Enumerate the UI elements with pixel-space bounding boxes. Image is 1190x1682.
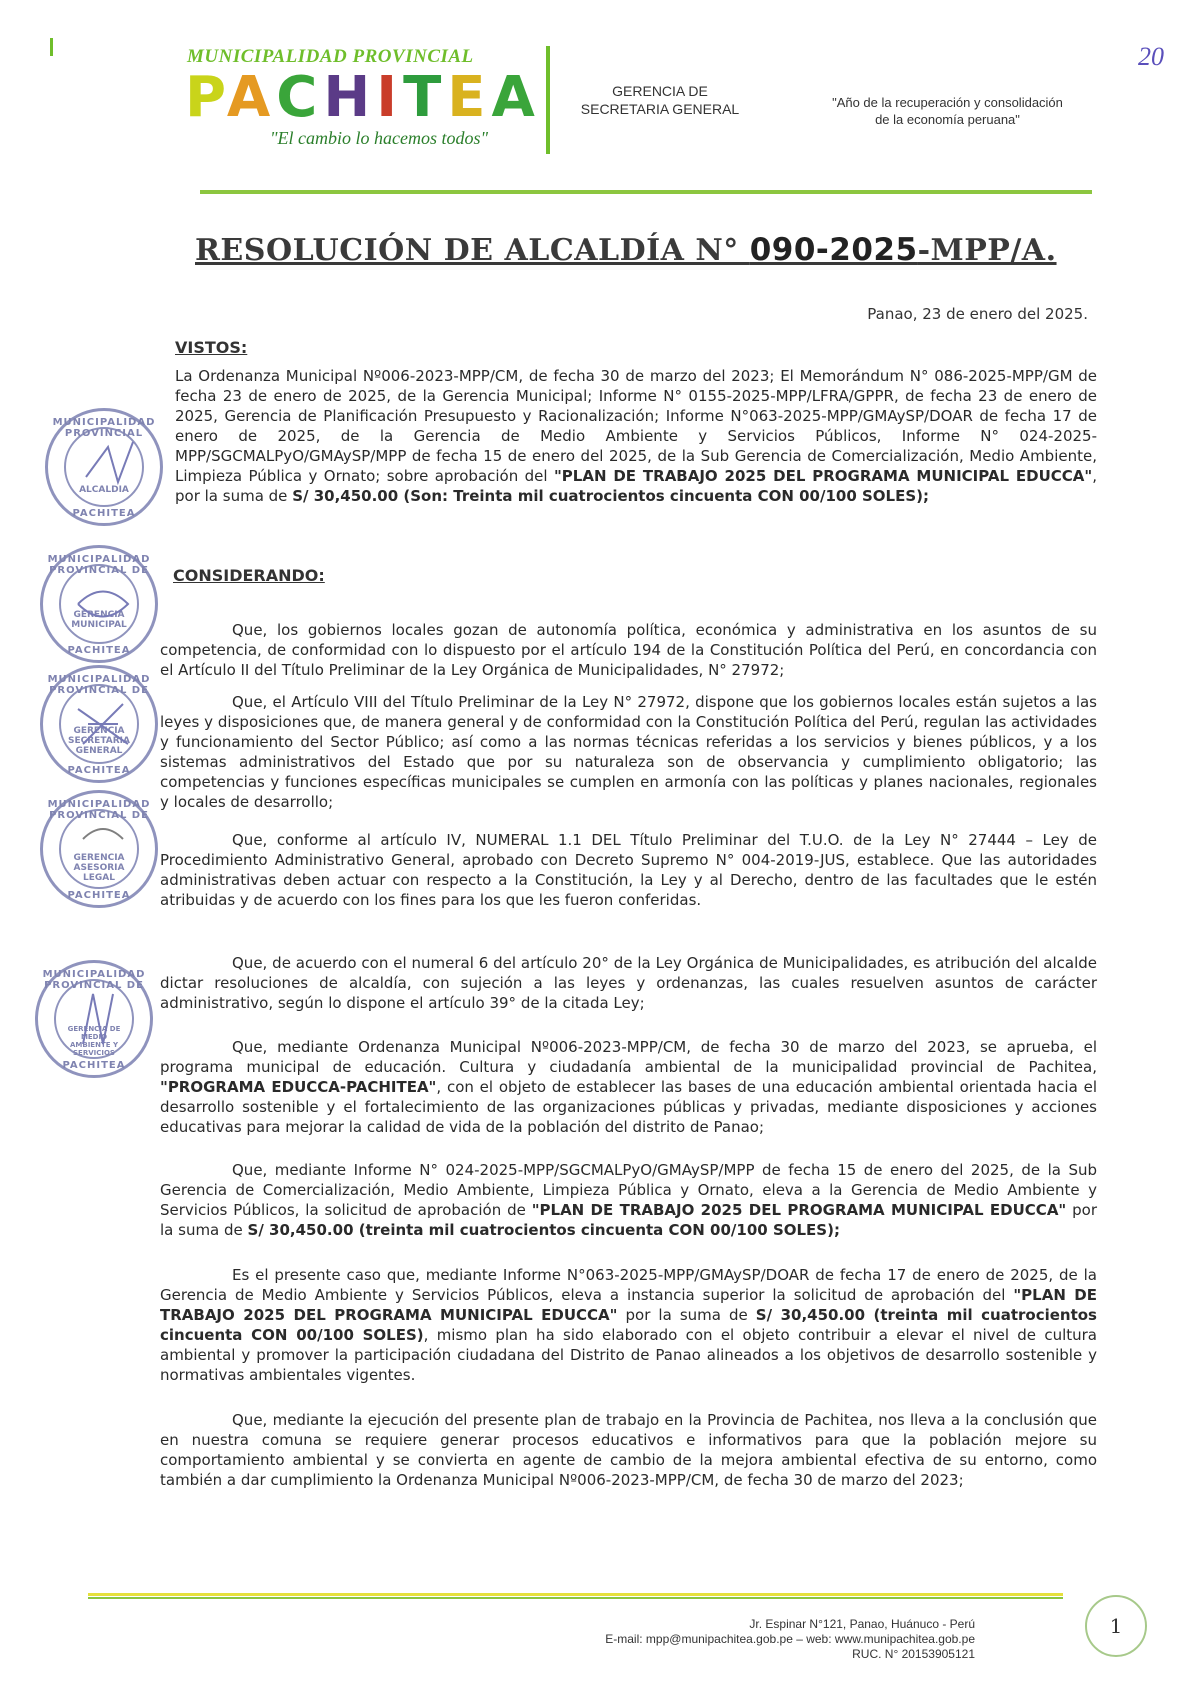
stamp-ring-text: MUNICIPALIDAD PROVINCIAL [52, 417, 156, 439]
stamp-center-text: GERENCIA ASESORIA LEGAL [73, 853, 125, 883]
logo-letter: T [403, 65, 448, 130]
stamp-ring-text: MUNICIPALIDAD PROVINCIAL DE [47, 674, 151, 696]
considerando-paragraph [160, 1265, 1097, 1385]
para-bold: "PLAN DE TRABAJO 2025 DEL PROGRAMA MUNICIPAL EDUCCA" [160, 1286, 1097, 1324]
signature-scribble [78, 437, 138, 497]
footer-ruc: RUC. N° 20153905121 [852, 1647, 975, 1661]
vistos-text: , por la suma de [175, 467, 1097, 505]
signature-scribble [68, 989, 128, 1049]
logo-pachitea [185, 65, 541, 130]
stamp-gerencia-municipal [40, 545, 158, 663]
anio-line: de la economía peruana" [875, 112, 1020, 127]
para-text: por la suma de [160, 1201, 1097, 1239]
considerando-paragraph: Que, de acuerdo con el numeral 6 del artículo 20° de la Ley Orgánica de Municipalidades, es atribución del alcalde dictar resoluciones de alcaldía, con sujeción a las leyes y ordenanzas, las cuales resuelven asuntos de carácter administrativo, según lo dispone el artículo 39° de la citada Ley; [160, 954, 1097, 1012]
page-number: 1 [1085, 1595, 1147, 1657]
considerando-paragraph: Que, el Artículo VIII del Título Preliminar de la Ley N° 27972, dispone que los gobiernos locales están sujetos a las leyes y disposiciones que, de manera general y de conformidad con la Constitución Política del Perú, regulan las actividades y funcionamiento del Sector Público; así como a las normas técnicas referidas a los servicios y bienes públicos, y a los sistemas administrativos del Estado que por su naturaleza son de observancia y cumplimiento obligatorio; las competencias y funciones específicas municipales se cumplen en armonía con las políticas y planes nacionales, regionales y locales de desarrollo; [160, 693, 1097, 811]
considerando-paragraph: Que, conforme al artículo IV, NUMERAL 1.1 DEL Título Preliminar del T.U.O. de la Ley N° 27444 – Ley de Procedimiento Administrativo General, aprobado con Decreto Supremo N° 004-2019-JUS, establece. Que las autoridades administrativas deben actuar con respecto a la Constitución, la Ley y al Derecho, dentro de las facultades que le estén atribuidas y de acuerdo con los fines para los que les fueron conferidas. [160, 831, 1097, 909]
considerando-paragraph [160, 1037, 1097, 1137]
stamp-center-text: ALCALDIA [79, 485, 129, 495]
vistos-paragraph [175, 366, 1097, 506]
logo-letter: A [491, 65, 541, 130]
footer-contact: E-mail: mpp@munipachitea.gob.pe – web: www.munipachitea.gob.pe [605, 1632, 975, 1646]
stamp-ring-text: PACHITEA [72, 508, 136, 519]
folio-number: 20 [1138, 42, 1164, 71]
anio-line: "Año de la recuperación y consolidación [832, 95, 1063, 110]
anio-motto [800, 94, 1095, 128]
title-prefix: RESOLUCIÓN DE ALCALDÍA N° [195, 233, 750, 268]
stamp-center-text: GERENCIA DE MEDIO AMBIENTE Y SERVICIOS [67, 1025, 121, 1057]
vistos-bold: S/ 30,450.00 (Son: Treinta mil cuatrocientos cincuenta CON 00/100 SOLES); [292, 487, 930, 505]
logo-slogan: "El cambio lo hacemos todos" [270, 128, 489, 148]
title-number: 090-2025 [749, 232, 918, 268]
stamp-ring-text: MUNICIPALIDAD PROVINCIAL DE [47, 554, 151, 576]
para-bold: S/ 30,450.00 (treinta mil cuatrocientos cincuenta CON 00/100 SOLES) [160, 1306, 1097, 1344]
header-divider [546, 46, 550, 154]
stamp-ring-text: PACHITEA [67, 890, 131, 901]
resolution-title [195, 232, 1095, 268]
gerencia-line: SECRETARIA GENERAL [580, 101, 740, 117]
para-bold: "PLAN DE TRABAJO 2025 DEL PROGRAMA MUNICIPAL EDUCCA" [531, 1201, 1067, 1219]
stamp-ring-text: PACHITEA [62, 1060, 126, 1071]
gerencia-line: GERENCIA DE [612, 83, 708, 99]
para-text: , mismo plan ha sido elaborado con el objeto contribuir a elevar el nivel de cultura ambiental y promover la participación ciudadana del Distrito de Panao alineados a los objetivos de desarrollo sostenible y normativas ambientales vigentes. [160, 1326, 1097, 1384]
stamp-secretaria-general [40, 665, 158, 783]
title-suffix: -MPP/A. [917, 233, 1057, 268]
para-text: , con el objeto de establecer las bases de una educación ambiental orientada hacia el desarrollo sostenible y el fortalecimiento de las organizaciones públicas y privadas, mediante disposiciones y acciones educativas para mejorar la calidad de vida de la población del distrito de Panao; [160, 1078, 1097, 1136]
vistos-heading: VISTOS: [175, 338, 248, 357]
document-date: Panao, 23 de enero del 2025. [867, 305, 1088, 323]
logo-municipalidad-text: MUNICIPALIDAD PROVINCIAL [187, 46, 474, 67]
footer-rule-yellow [88, 1593, 1063, 1596]
edge-mark [50, 38, 53, 56]
stamp-ring-text: MUNICIPALIDAD PROVINCIAL DE [47, 799, 151, 821]
considerando-heading: CONSIDERANDO: [173, 566, 325, 585]
stamp-ring-text: PACHITEA [67, 765, 131, 776]
letterhead [175, 42, 1105, 202]
para-text: Es el presente caso que, mediante Informe N°063-2025-MPP/GMAySP/DOAR de fecha 17 de enero de 2025, de la Gerencia de Medio Ambiente y Servicios Públicos, eleva a instancia superior la solicitud de aprobación del [160, 1266, 1097, 1304]
signature-scribble [73, 819, 133, 879]
para-text: por la suma de [617, 1306, 756, 1324]
vistos-bold: "PLAN DE TRABAJO 2025 DEL PROGRAMA MUNICIPAL EDUCCA" [553, 467, 1093, 485]
stamp-medio-ambiente [35, 960, 153, 1078]
considerando-paragraph [160, 1160, 1097, 1240]
considerando-paragraph: Que, mediante la ejecución del presente plan de trabajo en la Provincia de Pachitea, nos lleva a la conclusión que en nuestra comuna se requiere generar procesos educativos e informativos para que la población mejore su comportamiento ambiental y se convierta en agente de cambio de la mejora ambiental efectiva de su entorno, como también a dar cumplimiento la Ordenanza Municipal Nº006-2023-MPP/CM, de fecha 30 de marzo del 2023; [160, 1411, 1097, 1489]
para-text: Que, mediante Informe N° 024-2025-MPP/SGCMALPyO/GMAySP/MPP de fecha 15 de enero del 2025, de la Sub Gerencia de Comercialización, Medio Ambiente, Limpieza Pública y Ornato, eleva a la Gerencia de Medio Ambiente y Servicios Públicos, la solicitud de aprobación de [160, 1161, 1097, 1219]
signature-scribble [73, 694, 133, 754]
stamp-center-text: GERENCIA SECRETARIA GENERAL [68, 726, 130, 756]
logo-letter: A [226, 65, 277, 130]
para-text: Que, mediante Ordenanza Municipal Nº006-2023-MPP/CM, de fecha 30 de marzo del 2023, se aprueba, el programa municipal de educación. Cultura y ciudadanía ambiental de la municipalidad provincial de Pachitea, [160, 1038, 1097, 1076]
stamp-ring-text: MUNICIPALIDAD PROVINCIAL DE [42, 969, 146, 991]
stamp-alcaldia [45, 408, 163, 526]
header-rule [200, 190, 1092, 194]
footer-rule-green [88, 1597, 1063, 1599]
signature-scribble [73, 574, 133, 634]
footer-address: Jr. Espinar N°121, Panao, Huánuco - Perú [749, 1617, 975, 1631]
logo-letter: P [185, 65, 227, 130]
para-bold: "PROGRAMA EDUCCA-PACHITEA" [160, 1078, 437, 1096]
logo-letter: E [447, 65, 492, 130]
stamp-ring-text: PACHITEA [67, 645, 131, 656]
vistos-text: La Ordenanza Municipal Nº006-2023-MPP/CM, de fecha 30 de marzo del 2023; El Memorándum N° 086-2025-MPP/GM de fecha 23 de enero de 2025, de la Gerencia Municipal; Informe N° 0155-2025-MPP/LFRA/GPPR, de fecha 23 de enero de 2025, Gerencia de Planificación Presupuesto y Racionalización; Informe N°063-2025-MPP/GMAySP/DOAR de fecha 17 de enero de 2025, de la Gerencia de Medio Ambiente y Servicios Públicos, Informe N° 024-2025-MPP/SGCMALPyO/GMAySP/MPP de fecha 15 de enero del 2025, de la Sub Gerencia de Comercialización, Medio Ambiente, Limpieza Pública y Ornato; sobre aprobación del [175, 367, 1097, 485]
logo-letter: H [323, 65, 377, 130]
logo-letter: C [276, 65, 324, 130]
gerencia-label [560, 82, 760, 118]
stamp-center-text: GERENCIA MUNICIPAL [71, 610, 127, 630]
considerando-paragraph: Que, los gobiernos locales gozan de autonomía política, económica y administrativa en los asuntos de su competencia, de conformidad con lo dispuesto por el artículo 194 de la Constitución Política del Perú, en concordancia con el Artículo II del Título Preliminar de la Ley Orgánica de Municipalidades, N° 27972; [160, 621, 1097, 679]
para-bold: S/ 30,450.00 (treinta mil cuatrocientos cincuenta CON 00/100 SOLES); [247, 1221, 840, 1239]
stamp-asesoria-legal [40, 790, 158, 908]
logo-letter: I [376, 65, 404, 130]
